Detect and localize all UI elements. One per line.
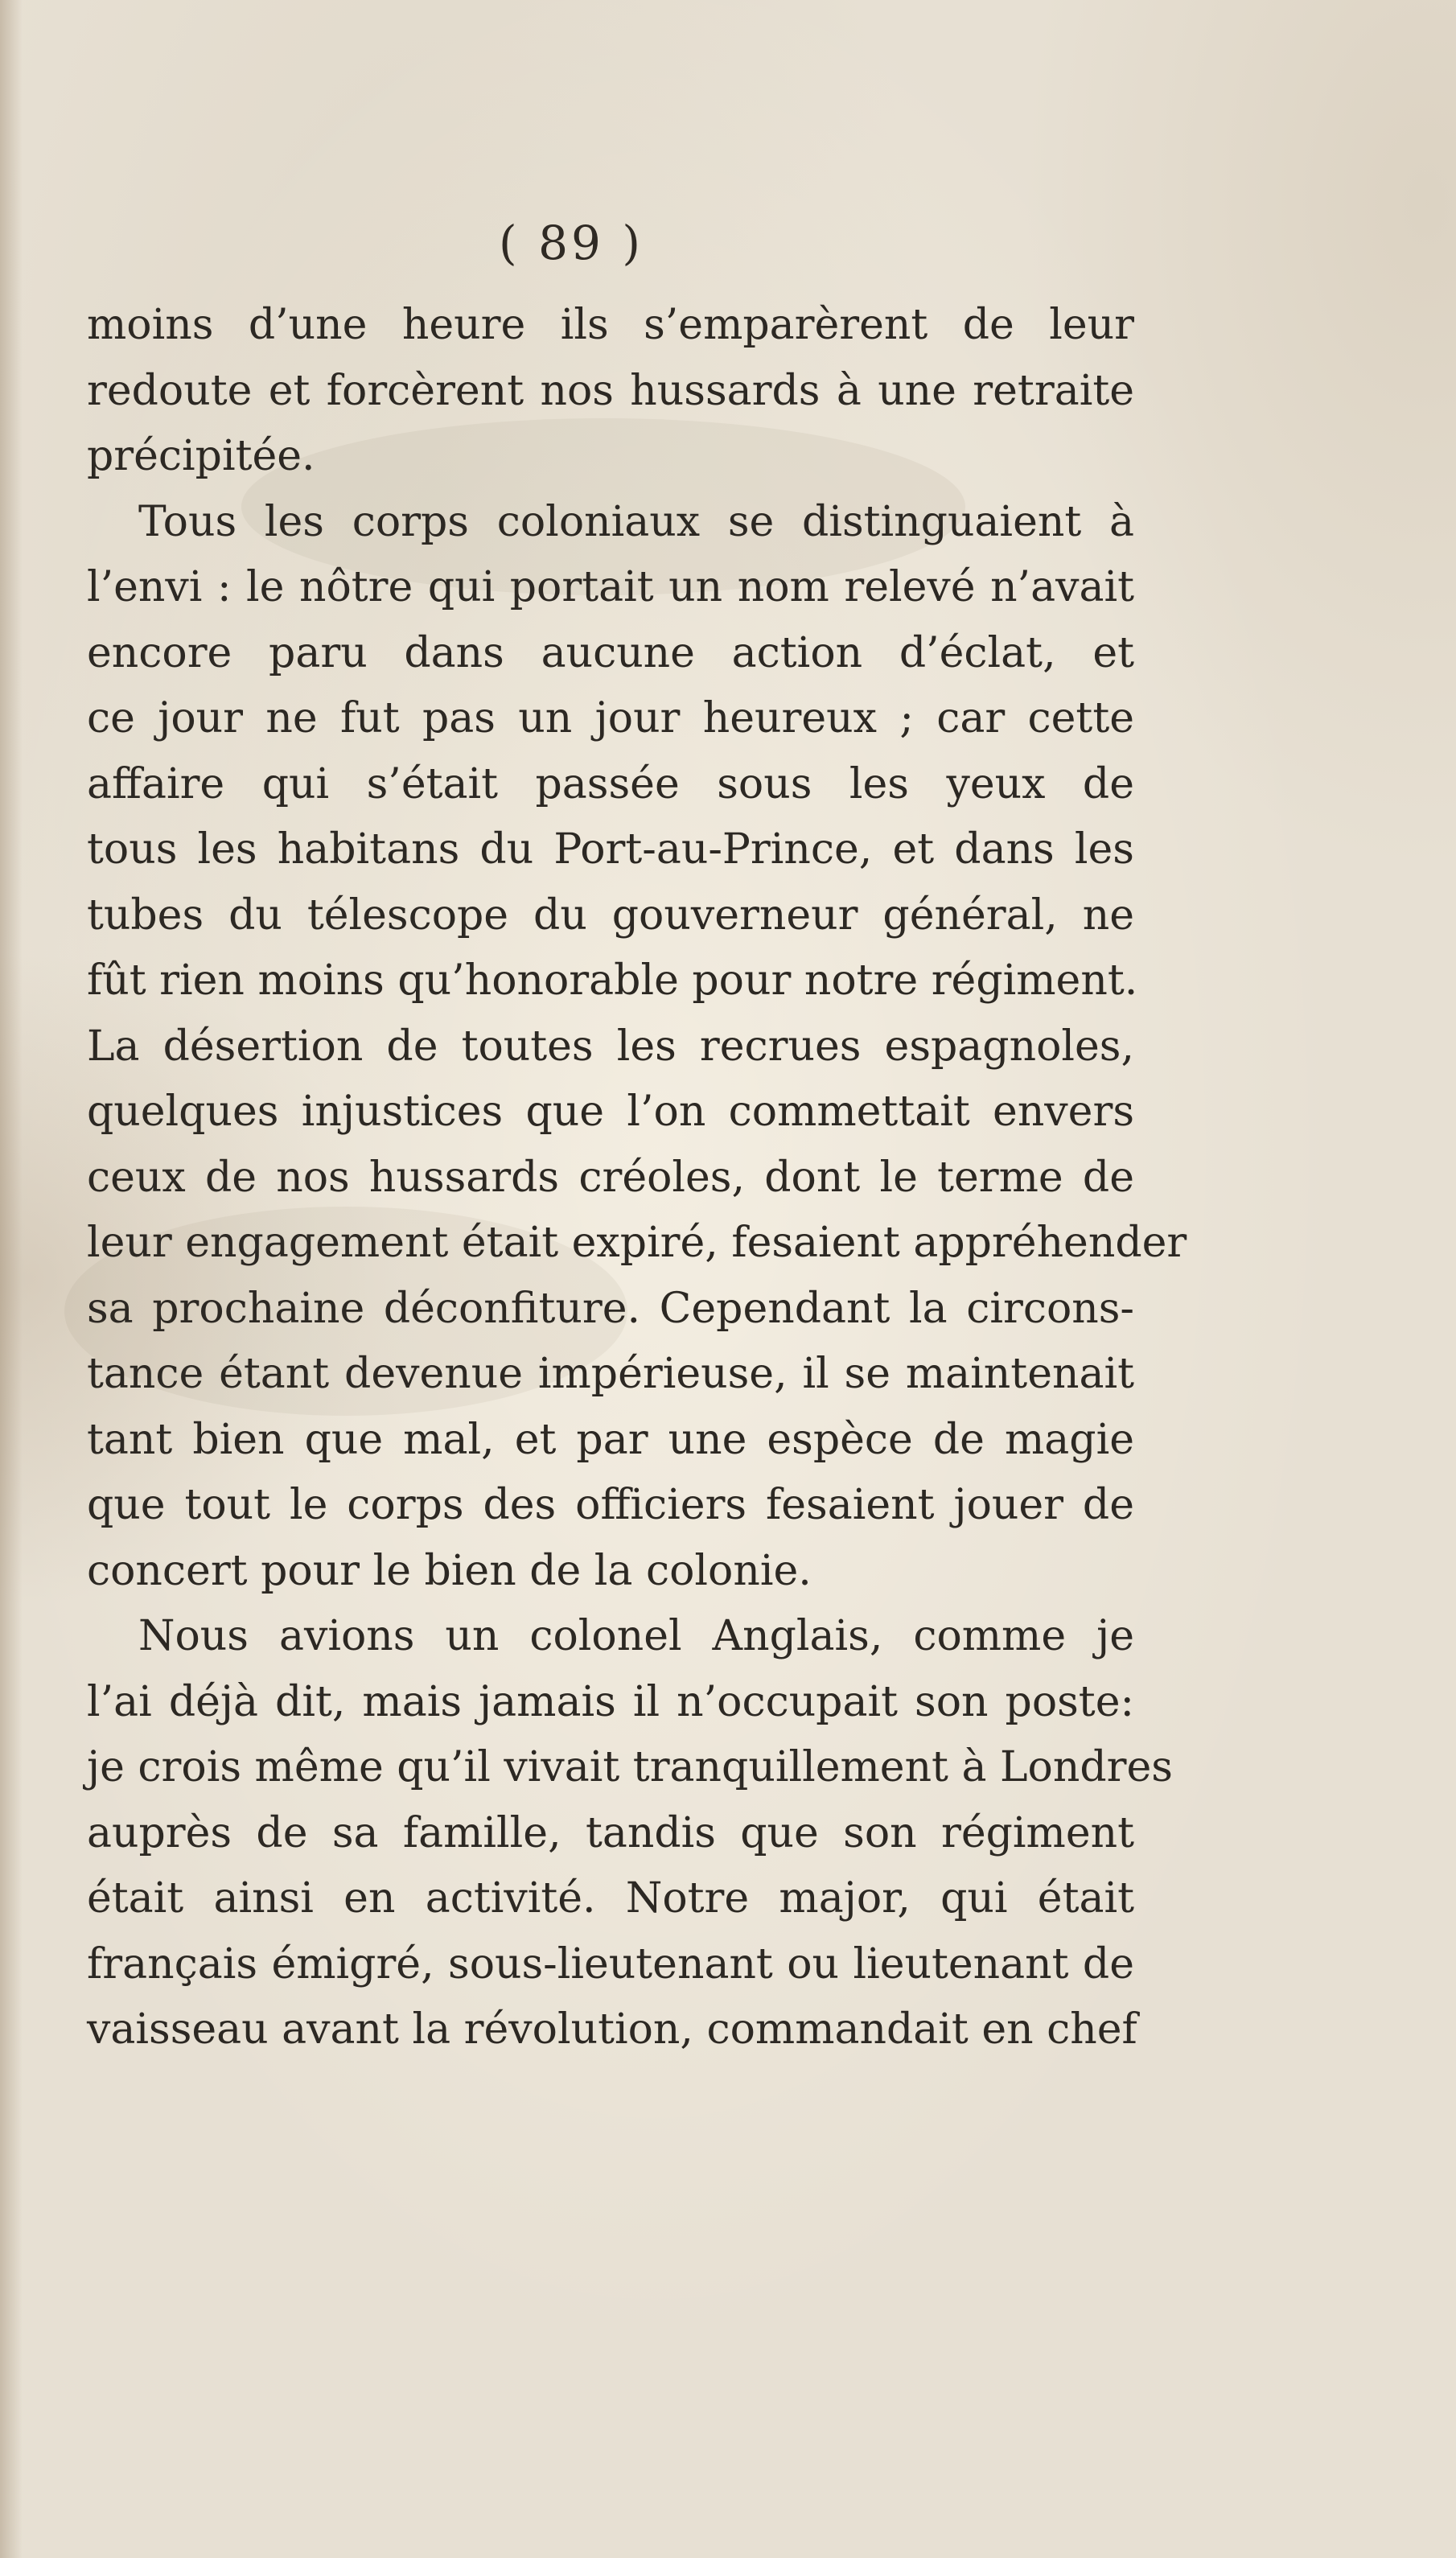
text-line: l’envi : le nôtre qui portait un nom relevé n’avait [87, 563, 1134, 611]
text-line: leur engagement était expiré, fesaient appréhender [87, 1219, 1187, 1267]
text-line: Nous avions un colonel Anglais, comme je [138, 1612, 1134, 1660]
text-line: sa prochaine déconfiture. Cependant la circons- [87, 1284, 1134, 1333]
text-line: tous les habitans du Port-au-Prince, et dans les [87, 825, 1134, 874]
text-line: tant bien que mal, et par une espèce de magie [87, 1415, 1134, 1464]
text-line: tance étant devenue impérieuse, il se maintenait [87, 1350, 1134, 1398]
text-line: concert pour le bien de la colonie. [87, 1546, 812, 1595]
text-line: ceux de nos hussards créoles, dont le terme de [87, 1153, 1134, 1202]
text-line: La désertion de toutes les recrues espagnoles, [87, 1022, 1134, 1071]
text-line: tubes du télescope du gouverneur général, ne [87, 890, 1134, 940]
text-line: affaire qui s’était passée sous les yeux de [87, 759, 1134, 808]
page-gutter-shadow [0, 0, 23, 2558]
text-line: je crois même qu’il vivait tranquillement à Londres [87, 1743, 1173, 1791]
text-line: quelques injustices que l’on commettait envers [87, 1088, 1134, 1136]
text-line: encore paru dans aucune action d’éclat, et [87, 628, 1134, 677]
page-number: ( 89 ) [499, 216, 644, 270]
text-line: vaisseau avant la révolution, commandait en chef [87, 2005, 1137, 2054]
text-line: était ainsi en activité. Notre major, qui était [87, 1874, 1134, 1923]
text-line: fût rien moins qu’honorable pour notre régiment. [87, 956, 1138, 1005]
text-line: l’ai déjà dit, mais jamais il n’occupait son poste: [87, 1677, 1134, 1726]
text-line: Tous les corps coloniaux se distinguaient à [138, 497, 1134, 546]
body-text [87, 293, 1187, 2063]
text-line: précipitée. [87, 432, 315, 480]
text-line: redoute et forcèrent nos hussards à une retraite [87, 366, 1134, 415]
text-line: moins d’une heure ils s’emparèrent de leur [87, 301, 1134, 349]
text-line: auprès de sa famille, tandis que son régiment [87, 1808, 1134, 1857]
text-line: ce jour ne fut pas un jour heureux ; car cette [87, 694, 1134, 742]
text-line: français émigré, sous-lieutenant ou lieutenant de [87, 1939, 1134, 1988]
text-line: que tout le corps des officiers fesaient jouer de [87, 1481, 1134, 1529]
